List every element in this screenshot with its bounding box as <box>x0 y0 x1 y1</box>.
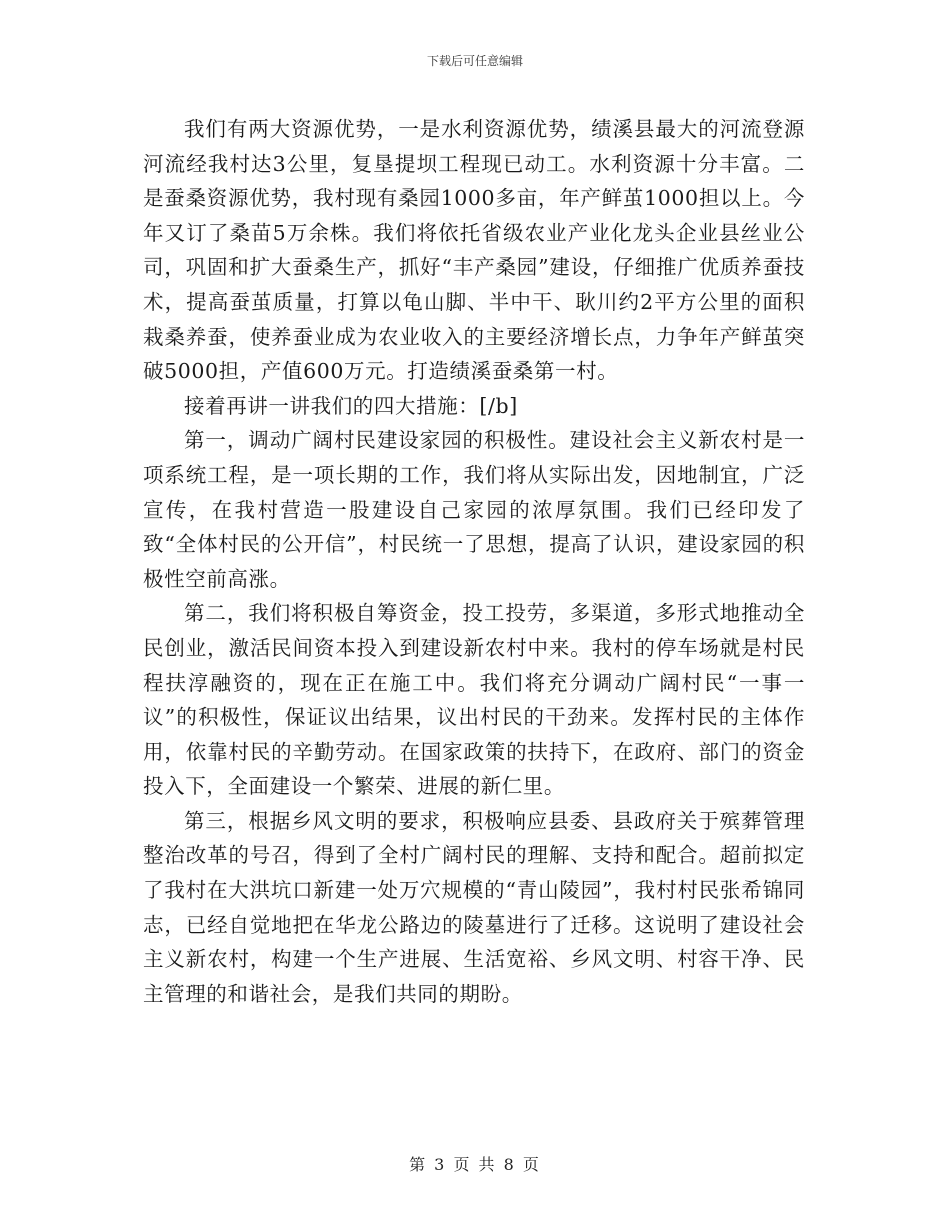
paragraph-measure-2: 第二，我们将积极自筹资金，投工投劳，多渠道，多形式地推动全民创业，激活民间资本投入到建设新农村中来。我村的停车场就是村民程扶淳融资的，现在正在施工中。我们将充分调动广阔村民“一事一议”的积极性，保证议出结果，议出村民的干劲来。发挥村民的主体作用，依靠村民的辛勤劳动。在国家政策的扶持下，在政府、部门的资金投入下，全面建设一个繁荣、进展的新仁里。 <box>143 601 805 799</box>
paragraph-resources: 我们有两大资源优势，一是水利资源优势，绩溪县最大的河流登源河流经我村达3公里，复垦提坝工程现已动工。水利资源十分丰富。二是蚕桑资源优势，我村现有桑园1000多亩，年产鲜茧1000担以上。今年又订了桑苗5万余株。我们将依托省级农业产业化龙头企业县丝业公司，巩固和扩大蚕桑生产，抓好“丰产桑园”建设，仔细推广优质养蚕技术，提高蚕茧质量，打算以龟山脚、半中干、耿川约2平方公里的面积栽桑养蚕，使养蚕业成为农业收入的主要经济增长点，力争年产鲜茧突破5000担，产值600万元。打造绩溪蚕桑第一村。 <box>143 117 805 384</box>
paragraph-measure-3: 第三，根据乡风文明的要求，积极响应县委、县政府关于殡葬管理整治改革的号召，得到了全村广阔村民的理解、支持和配合。超前拟定了我村在大洪坑口新建一处万穴规模的“青山陵园”，我村村民张希锦同志，已经自觉地把在华龙公路边的陵墓进行了迁移。这说明了建设社会主义新农村，构建一个生产进展、生活宽裕、乡风文明、村容干净、民主管理的和谐社会，是我们共同的期盼。 <box>143 808 805 1006</box>
document-body <box>143 112 805 1011</box>
page-header: 下载后可任意编辑 <box>426 54 523 68</box>
paragraph-measures-intro: 接着再讲一讲我们的四大措施：[/b] <box>184 393 518 418</box>
page-footer: 第 3 页 共 8 页 <box>409 1155 541 1174</box>
paragraph-measure-1: 第一，调动广阔村民建设家园的积极性。建设社会主义新农村是一项系统工程，是一项长期的工作，我们将从实际出发，因地制宜，广泛宣传，在我村营造一股建设自己家园的浓厚氛围。我们已经印发了致“全体村民的公开信”，村民统一了思想，提高了认识，建设家园的积极性空前高涨。 <box>143 428 805 591</box>
